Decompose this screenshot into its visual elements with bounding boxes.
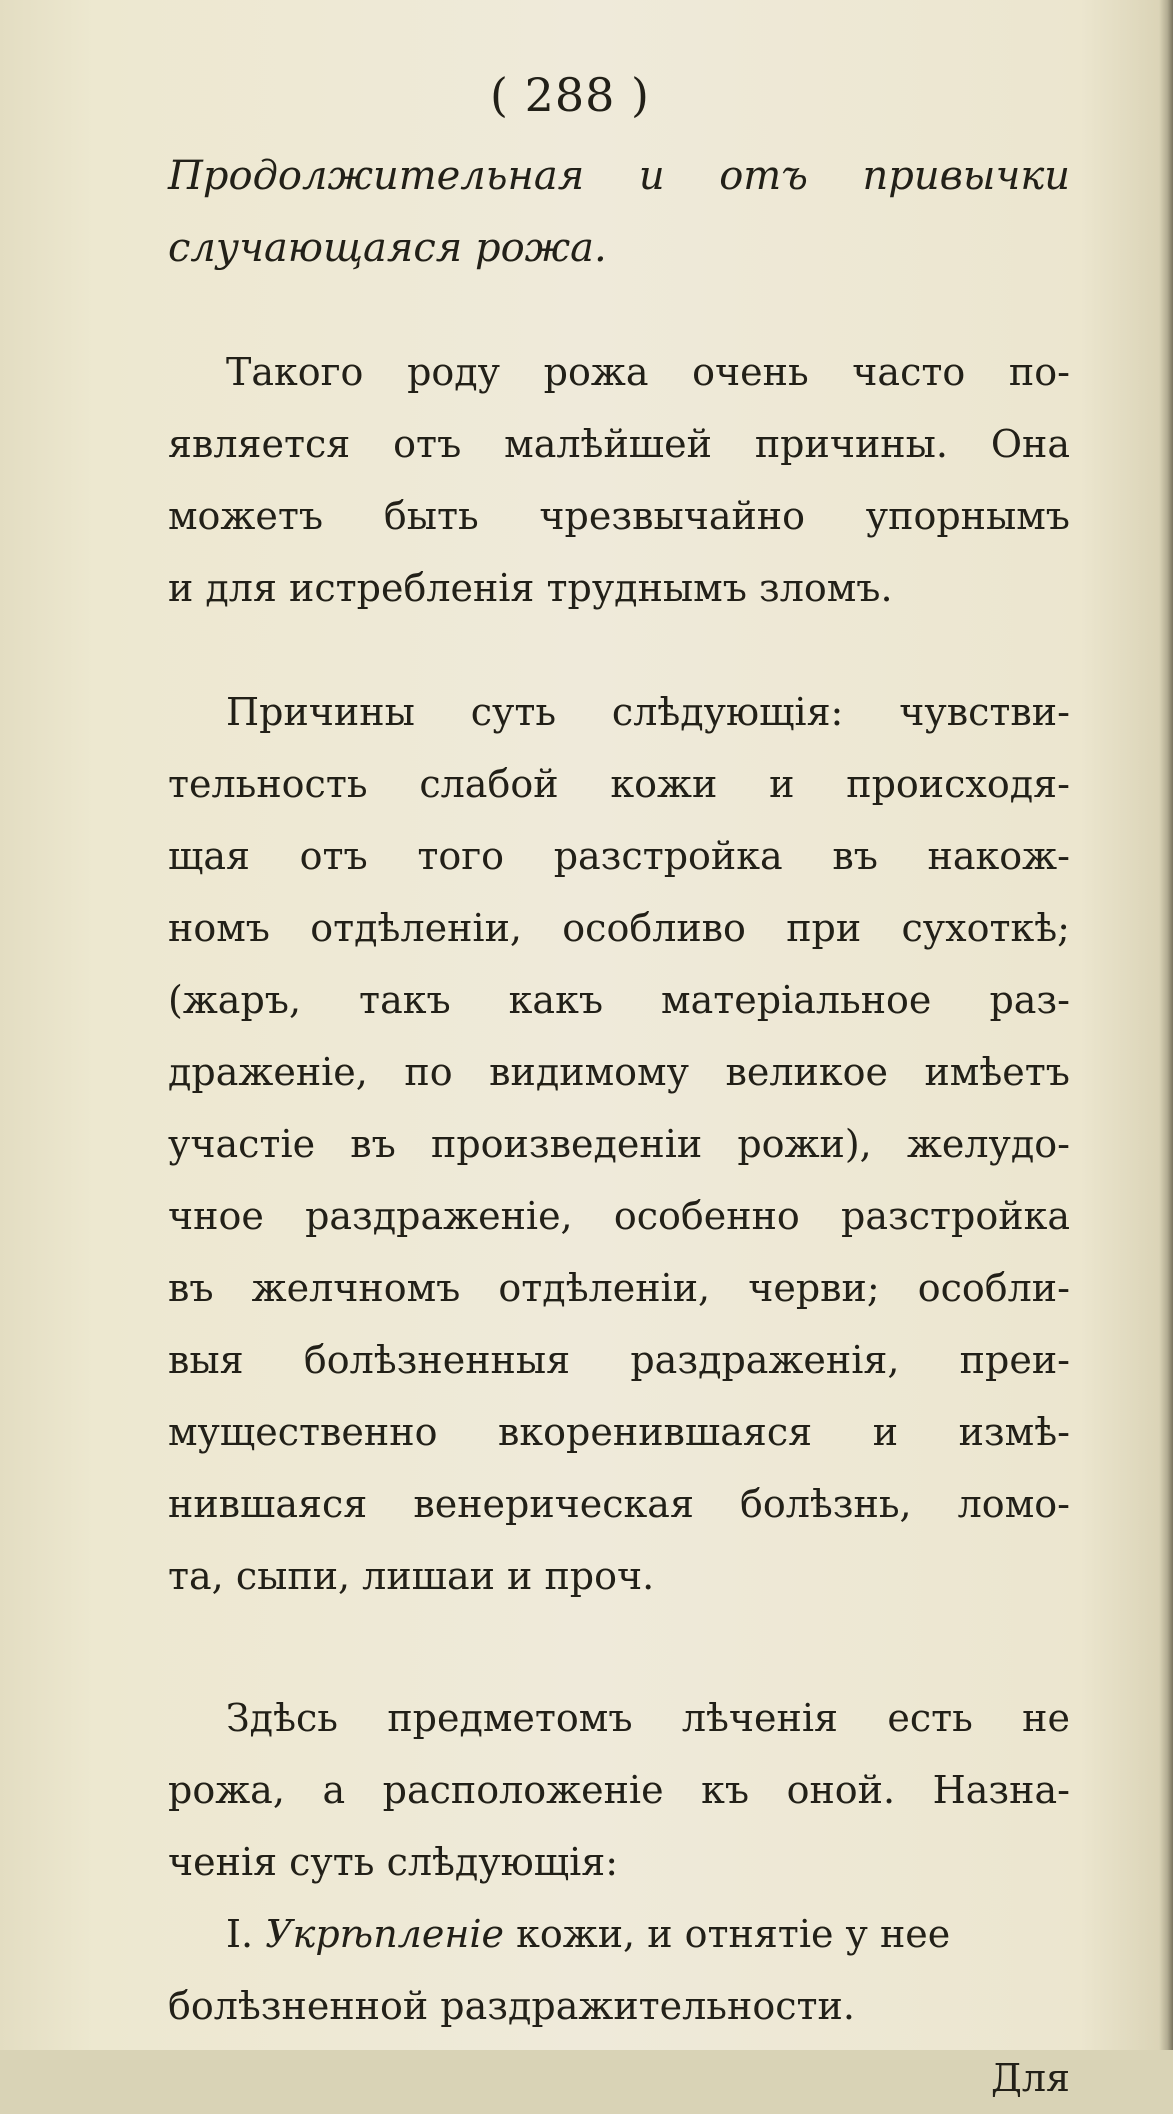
- text-line: [168, 1898, 1070, 1970]
- word: разстройка: [841, 1194, 1070, 1238]
- word: происходя-: [846, 762, 1070, 806]
- text-line: [168, 676, 1070, 748]
- word: видимому: [489, 1050, 689, 1094]
- word: по: [404, 1050, 453, 1094]
- text-line: [168, 408, 1070, 480]
- word: особливо: [562, 906, 746, 950]
- text-line: болѣзненной раздражительности.: [168, 1984, 855, 2028]
- word: Здѣсь: [226, 1696, 338, 1740]
- word: разстройка: [553, 834, 783, 878]
- word: сухоткѣ;: [901, 906, 1070, 950]
- text-line: [168, 964, 1070, 1036]
- text-line: [168, 336, 1070, 408]
- page-edge-shadow: [1159, 0, 1173, 2050]
- word: часто: [852, 350, 966, 394]
- text-block: [168, 140, 1070, 2114]
- word: Она: [990, 422, 1070, 466]
- item-number: I.: [226, 1912, 254, 1956]
- word: является: [168, 422, 351, 466]
- word: суть: [470, 690, 557, 734]
- word: не: [1022, 1696, 1070, 1740]
- word: чное: [168, 1194, 264, 1238]
- text-line: [168, 748, 1070, 820]
- text-line: [168, 1324, 1070, 1396]
- text-line: и для истребленія труднымъ зломъ.: [168, 566, 893, 610]
- word: слабой: [419, 762, 559, 806]
- text-line: [168, 892, 1070, 964]
- word: привычки: [862, 153, 1070, 199]
- text-line: [168, 1252, 1070, 1324]
- word: венерическая: [413, 1482, 694, 1526]
- word: Причины: [226, 690, 415, 734]
- text-line: [168, 480, 1070, 552]
- word: отъ: [393, 422, 462, 466]
- word: рожи),: [737, 1122, 872, 1166]
- word: очень: [692, 350, 809, 394]
- word: выя: [168, 1338, 244, 1382]
- word: желудо-: [906, 1122, 1070, 1166]
- item-term: Укрѣпленіе: [265, 1912, 505, 1956]
- word: оной.: [786, 1768, 896, 1812]
- word: упорнымъ: [865, 494, 1070, 538]
- word: желчномъ: [251, 1266, 461, 1310]
- spacer: [168, 284, 1070, 336]
- numbered-item: [168, 1898, 1070, 2042]
- word: драженіе,: [168, 1050, 368, 1094]
- word: Продолжительная: [168, 153, 585, 199]
- word: по-: [1008, 350, 1070, 394]
- word: рожа,: [168, 1768, 285, 1812]
- word: въ: [832, 834, 878, 878]
- paragraph: [168, 676, 1070, 1612]
- word: отъ: [299, 834, 368, 878]
- catchword: Для: [990, 2056, 1070, 2100]
- word: раздраженія,: [630, 1338, 900, 1382]
- text-line: [168, 1108, 1070, 1180]
- word: предметомъ: [387, 1696, 633, 1740]
- word: такъ: [359, 978, 451, 1022]
- word: болѣзнь,: [739, 1482, 912, 1526]
- word: кожи: [610, 762, 718, 806]
- word: и: [638, 153, 665, 199]
- paragraph: [168, 1682, 1070, 1898]
- heading-line: случающаяся рожа.: [168, 225, 607, 271]
- word: черви;: [748, 1266, 880, 1310]
- section-heading: [168, 140, 1070, 284]
- spacer: [168, 1612, 1070, 1682]
- word: быть: [383, 494, 479, 538]
- word: номъ: [168, 906, 270, 950]
- word: отдѣленіи,: [498, 1266, 711, 1310]
- word: чувстви-: [899, 690, 1070, 734]
- text-line: та, сыпи, лишаи и проч.: [168, 1554, 655, 1598]
- word: (жаръ,: [168, 978, 302, 1022]
- item-text: кожи, и отнятіе у нее: [516, 1912, 951, 1956]
- word: какъ: [508, 978, 604, 1022]
- text-line: [168, 1682, 1070, 1754]
- text-line: [168, 1754, 1070, 1826]
- word: и: [769, 762, 795, 806]
- word: слѣдующія:: [611, 690, 844, 734]
- text-line: [168, 1468, 1070, 1540]
- word: накож-: [927, 834, 1070, 878]
- word: малѣйшей: [504, 422, 712, 466]
- word: причины.: [754, 422, 948, 466]
- word: отдѣленіи,: [310, 906, 522, 950]
- word: болѣзненныя: [303, 1338, 571, 1382]
- word: въ: [350, 1122, 396, 1166]
- word: рожа: [543, 350, 649, 394]
- word: нившаяся: [168, 1482, 368, 1526]
- word: а: [322, 1768, 346, 1812]
- text-line: [168, 1180, 1070, 1252]
- word: раздраженіе,: [305, 1194, 573, 1238]
- word: лѣченія: [681, 1696, 838, 1740]
- word: можетъ: [168, 494, 324, 538]
- text-line: [168, 1396, 1070, 1468]
- word: великое: [725, 1050, 888, 1094]
- word: при: [786, 906, 862, 950]
- word: и: [872, 1410, 899, 1454]
- paragraph: [168, 336, 1070, 624]
- text-line: ченія суть слѣдующія:: [168, 1840, 619, 1884]
- word: особенно: [613, 1194, 800, 1238]
- heading-line: [168, 140, 1070, 212]
- word: раз-: [989, 978, 1070, 1022]
- word: мущественно: [168, 1410, 438, 1454]
- word: ломо-: [957, 1482, 1070, 1526]
- word: въ: [168, 1266, 214, 1310]
- word: къ: [701, 1768, 750, 1812]
- word: щая: [168, 834, 250, 878]
- word: есть: [887, 1696, 973, 1740]
- word: преи-: [959, 1338, 1070, 1382]
- word: особли-: [917, 1266, 1070, 1310]
- word: тельность: [168, 762, 368, 806]
- word: вкоренившаяся: [498, 1410, 813, 1454]
- word: имѣетъ: [924, 1050, 1070, 1094]
- spacer: [168, 624, 1070, 676]
- word: участіе: [168, 1122, 316, 1166]
- word: отъ: [719, 153, 808, 199]
- word: произведеніи: [431, 1122, 703, 1166]
- word: роду: [407, 350, 501, 394]
- text-line: [168, 1036, 1070, 1108]
- word: того: [417, 834, 505, 878]
- word: расположеніе: [382, 1768, 664, 1812]
- word: Назна-: [932, 1768, 1070, 1812]
- text-line: [168, 820, 1070, 892]
- word: чрезвычайно: [539, 494, 806, 538]
- word: Такого: [226, 350, 364, 394]
- word: матеріальное: [661, 978, 932, 1022]
- word: измѣ-: [958, 1410, 1070, 1454]
- page-number: ( 288 ): [490, 68, 650, 122]
